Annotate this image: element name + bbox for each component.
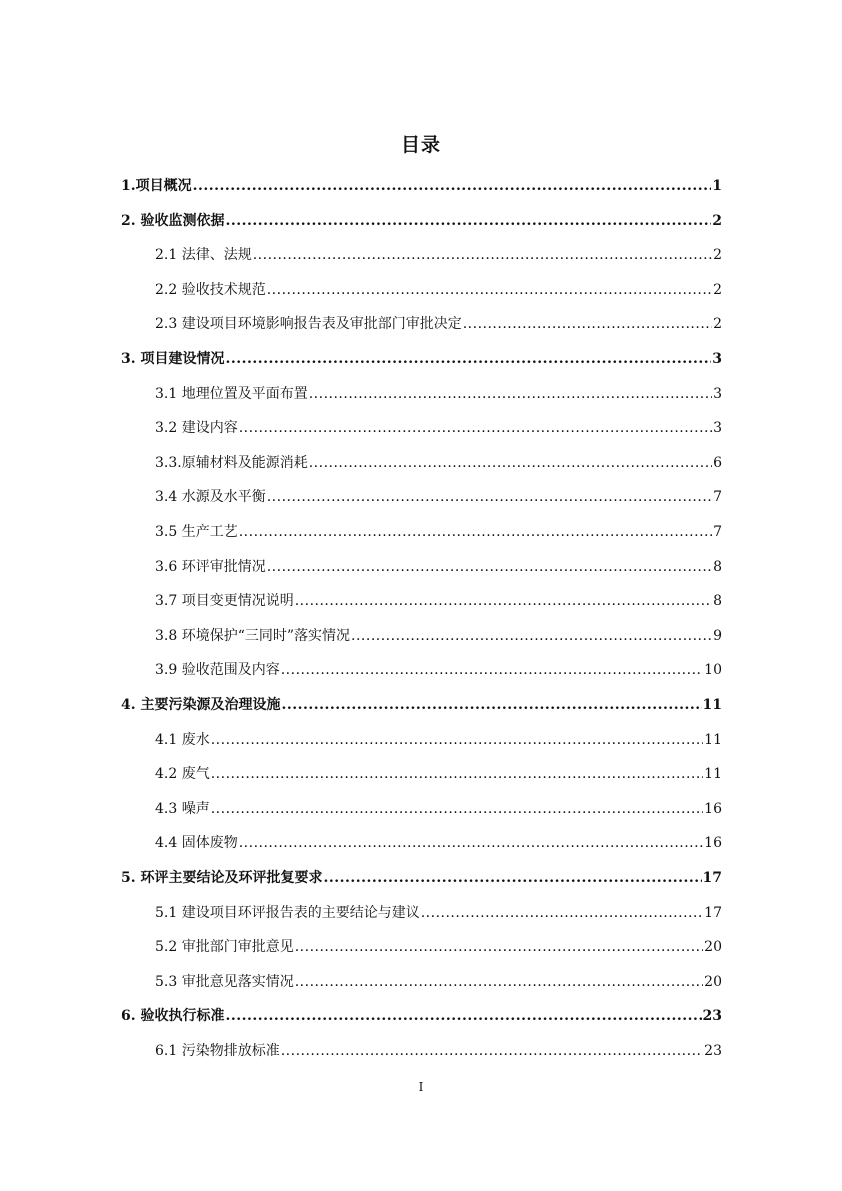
toc-dot-leader bbox=[253, 246, 712, 264]
toc-entry-label: 3.5 生产工艺 bbox=[155, 524, 238, 540]
toc-page-number: 2 bbox=[712, 212, 722, 229]
toc-dot-leader bbox=[226, 212, 712, 230]
toc-entry[interactable] bbox=[155, 523, 722, 541]
toc-page-number: 11 bbox=[702, 697, 722, 713]
toc-dot-leader bbox=[267, 488, 712, 506]
toc-page-number: 2 bbox=[713, 247, 722, 264]
toc-page-number: 3 bbox=[712, 351, 722, 367]
toc-entry-label: 3.7 项目变更情况说明 bbox=[155, 593, 294, 610]
toc-page-number: 3 bbox=[713, 385, 722, 402]
toc-entry[interactable] bbox=[155, 488, 722, 506]
toc-entry-label: 4.2 废气 bbox=[155, 766, 210, 783]
toc-entry[interactable] bbox=[155, 765, 722, 783]
toc-dot-leader bbox=[295, 938, 703, 956]
toc-page-number: 10 bbox=[704, 662, 722, 679]
toc-dot-leader bbox=[193, 177, 712, 195]
toc-entry-label: 2.1 法律、法规 bbox=[155, 247, 252, 264]
toc-page-number: 16 bbox=[704, 800, 722, 817]
toc-entry[interactable] bbox=[121, 177, 722, 195]
toc-page-number: 17 bbox=[704, 904, 722, 921]
toc-page-number: 7 bbox=[713, 524, 722, 540]
toc-entry[interactable] bbox=[155, 938, 722, 956]
toc-page-number: 11 bbox=[704, 731, 722, 748]
toc-entry[interactable] bbox=[155, 281, 722, 299]
toc-page-number: 8 bbox=[713, 558, 722, 575]
toc-entry[interactable] bbox=[155, 419, 722, 437]
toc-entry-label: 4.1 废水 bbox=[155, 731, 210, 748]
toc-entry-label: 3.4 水源及水平衡 bbox=[155, 489, 266, 506]
toc-entry-label: 3.6 环评审批情况 bbox=[155, 558, 266, 575]
toc-page-number: 6 bbox=[713, 454, 722, 471]
toc-entry[interactable] bbox=[155, 558, 722, 576]
toc-page-number: 23 bbox=[704, 1043, 722, 1059]
toc-dot-leader bbox=[463, 315, 712, 333]
toc-page-number: 2 bbox=[713, 316, 722, 333]
toc-page-number: 23 bbox=[702, 1008, 722, 1025]
toc-entry[interactable] bbox=[121, 696, 722, 714]
toc-entry[interactable] bbox=[121, 1007, 722, 1025]
page-number: I bbox=[418, 1080, 424, 1094]
toc-entry[interactable] bbox=[155, 454, 722, 472]
toc-entry-label: 3. 项目建设情况 bbox=[121, 351, 225, 367]
toc-entry[interactable] bbox=[155, 731, 722, 749]
toc-entry[interactable] bbox=[155, 1042, 722, 1060]
toc-dot-leader bbox=[295, 592, 712, 610]
toc-entry[interactable] bbox=[155, 973, 722, 991]
toc-dot-leader bbox=[226, 1007, 702, 1025]
toc-dot-leader bbox=[239, 523, 712, 541]
toc-page-number: 7 bbox=[713, 489, 722, 506]
toc-dot-leader bbox=[267, 558, 712, 576]
toc-dot-leader bbox=[239, 834, 703, 852]
toc-page-number: 8 bbox=[713, 593, 722, 610]
toc-page-number: 2 bbox=[713, 281, 722, 298]
toc-entry[interactable] bbox=[155, 661, 722, 679]
toc-dot-leader bbox=[421, 904, 703, 922]
toc-dot-leader bbox=[211, 731, 703, 749]
toc-entry-label: 4. 主要污染源及治理设施 bbox=[121, 697, 281, 713]
toc-entry[interactable] bbox=[155, 904, 722, 922]
toc-entry-label: 2.2 验收技术规范 bbox=[155, 281, 266, 298]
toc-page-number: 20 bbox=[704, 973, 722, 990]
toc-entry[interactable] bbox=[155, 834, 722, 852]
toc-page-number: 3 bbox=[713, 420, 722, 437]
toc-entry-label: 1.项目概况 bbox=[121, 178, 192, 194]
toc-entry[interactable] bbox=[155, 592, 722, 610]
toc-entry-label: 6. 验收执行标准 bbox=[121, 1008, 225, 1025]
toc-dot-leader bbox=[281, 1042, 703, 1060]
toc-entry-label: 3.3.原辅材料及能源消耗 bbox=[155, 454, 308, 471]
toc-entry-label: 3.9 验收范围及内容 bbox=[155, 662, 280, 679]
toc-entry[interactable] bbox=[155, 627, 722, 645]
toc-entry[interactable] bbox=[155, 385, 722, 403]
toc-page-number: 16 bbox=[704, 835, 722, 852]
toc-dot-leader bbox=[324, 869, 702, 887]
toc-entry-label: 3.2 建设内容 bbox=[155, 420, 238, 437]
toc-entry[interactable] bbox=[121, 350, 722, 368]
toc-dot-leader bbox=[239, 419, 712, 437]
toc-entry-label: 5. 环评主要结论及环评批复要求 bbox=[121, 870, 323, 886]
page-title: 目录 bbox=[400, 134, 441, 156]
toc-dot-leader bbox=[295, 973, 703, 991]
toc-page-number: 9 bbox=[713, 627, 722, 644]
toc-entry-label: 5.3 审批意见落实情况 bbox=[155, 973, 294, 990]
toc-entry-label: 2.3 建设项目环境影响报告表及审批部门审批决定 bbox=[155, 316, 462, 333]
toc-dot-leader bbox=[211, 800, 703, 818]
toc-dot-leader bbox=[351, 627, 712, 645]
toc-entry-label: 3.8 环境保护“三同时”落实情况 bbox=[155, 627, 351, 644]
toc-entry[interactable] bbox=[155, 800, 722, 818]
toc-entry-label: 6.1 污染物排放标准 bbox=[155, 1043, 280, 1059]
toc-entry[interactable] bbox=[121, 869, 722, 887]
toc-dot-leader bbox=[281, 661, 703, 679]
toc-entry-label: 3.1 地理位置及平面布置 bbox=[155, 385, 308, 402]
toc-entry-label: 5.2 审批部门审批意见 bbox=[155, 939, 294, 956]
toc-page-number: 1 bbox=[712, 178, 722, 194]
toc-entry[interactable] bbox=[121, 212, 722, 230]
toc-page-number: 17 bbox=[702, 870, 722, 886]
toc-dot-leader bbox=[282, 696, 702, 714]
toc-entry-label: 4.4 固体废物 bbox=[155, 835, 238, 852]
toc-dot-leader bbox=[309, 454, 712, 472]
toc-dot-leader bbox=[267, 281, 712, 299]
toc-dot-leader bbox=[211, 765, 703, 783]
toc-entry-label: 2. 验收监测依据 bbox=[121, 212, 225, 229]
toc-entry[interactable] bbox=[155, 315, 722, 333]
toc-page-number: 11 bbox=[704, 766, 722, 783]
toc-entry-label: 5.1 建设项目环评报告表的主要结论与建议 bbox=[155, 904, 420, 921]
toc-entry-label: 4.3 噪声 bbox=[155, 800, 210, 817]
toc-page-number: 20 bbox=[704, 939, 722, 956]
toc-dot-leader bbox=[309, 385, 712, 403]
toc-entry[interactable] bbox=[155, 246, 722, 264]
toc-dot-leader bbox=[226, 350, 712, 368]
